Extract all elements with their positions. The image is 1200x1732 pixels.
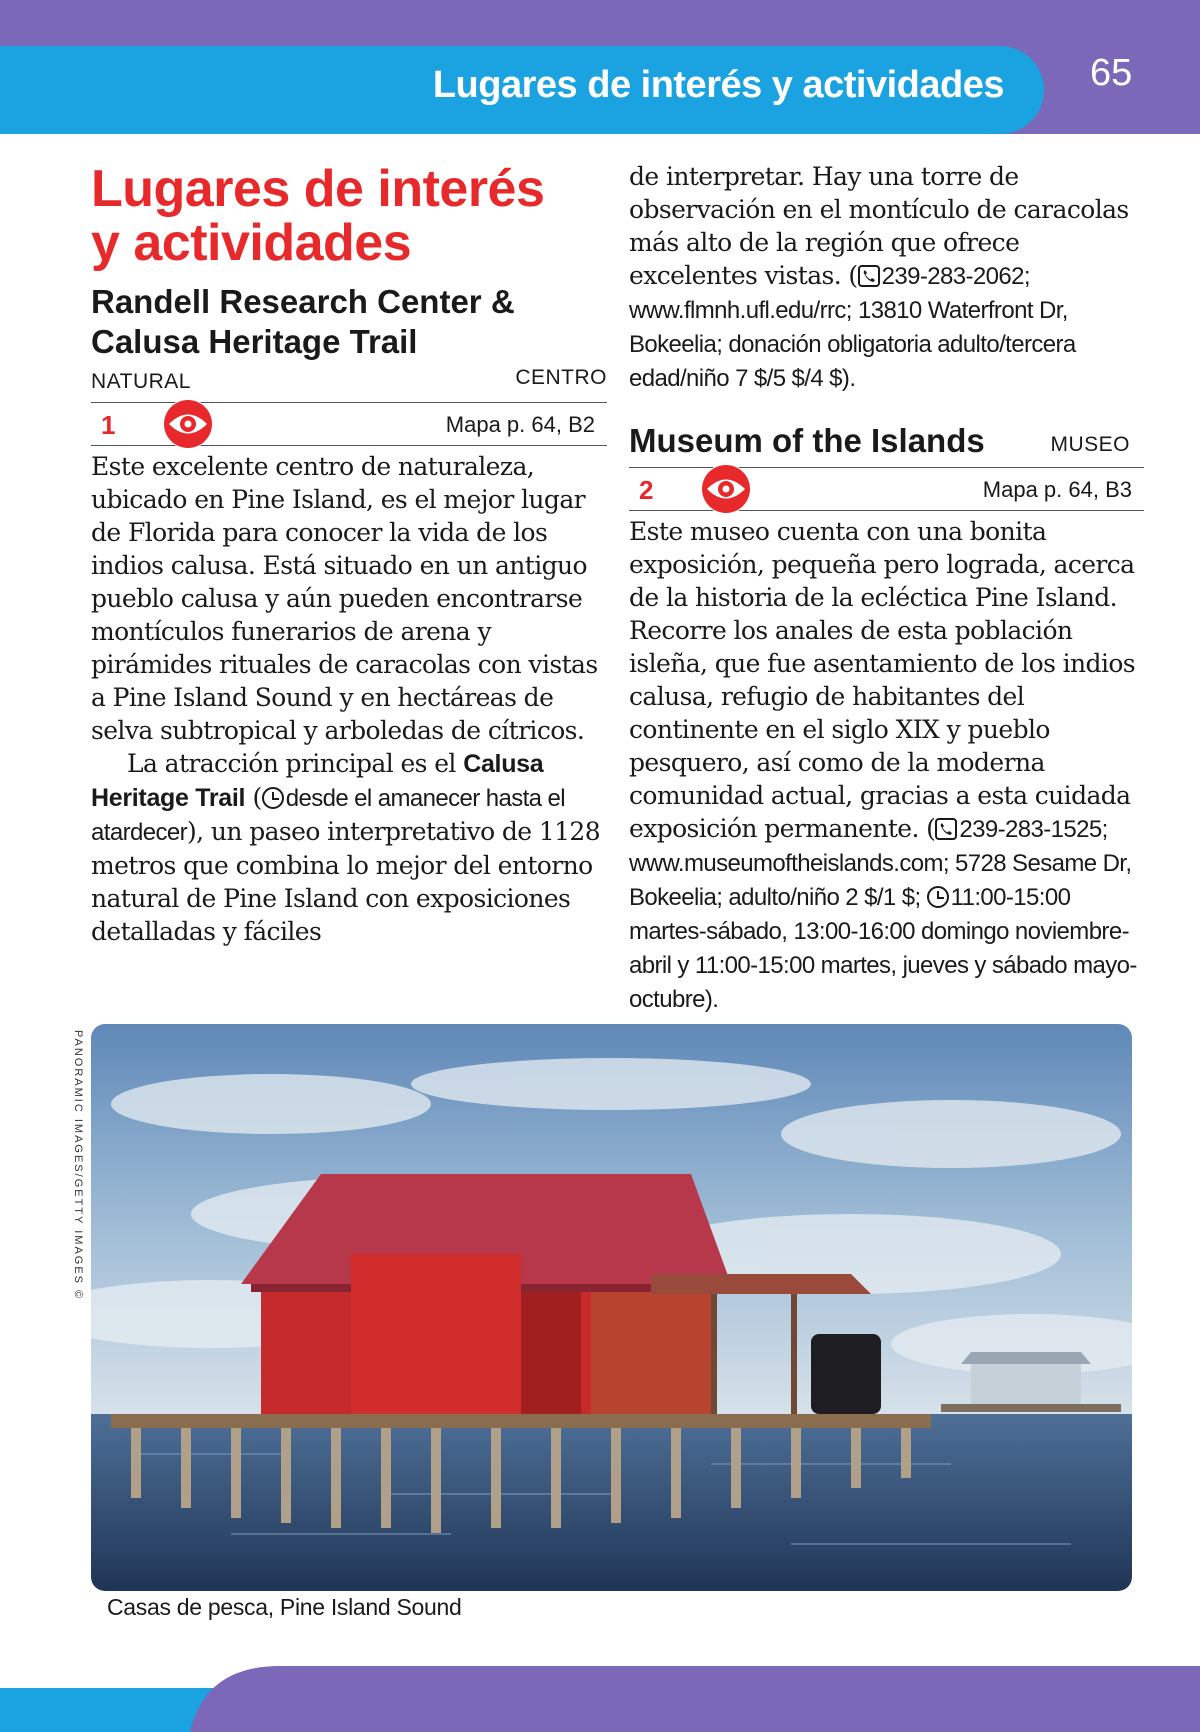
entry-1-para2-intro: La atracción principal es el	[127, 749, 456, 778]
entry-2-hours: 11:00-15:00 martes-sábado, 13:00-16:00 domingo noviembre-abril y 11:00-15:00 martes, jueves y sábado mayo-octubre).	[629, 884, 1137, 1013]
entry-1-mapbar	[91, 402, 607, 446]
photo-credit	[70, 1030, 92, 1301]
entry-1-number: 1	[101, 410, 116, 440]
phone-icon	[935, 818, 957, 840]
entry-1-trail-name: Calusa Heritage Trail	[91, 750, 544, 812]
photo-credit-text: PANORAMIC IMAGES/GETTY IMAGES ©	[72, 1030, 84, 1301]
entry-2-description: Este museo cuenta con una bonita exposición, pequeña pero lograda, acerca de la historia de la ecléctica Pine Island. Recorre los anales de esta población isleña, que fue asentamiento de los indios calusa, refugio de habitantes del continente en el siglo XIX y pueblo pesquero, así como de la moderna comunidad actual, gracias a esta cuidada exposición permanente. (	[629, 517, 1136, 843]
chapter-banner	[0, 46, 1044, 134]
entry-2-name: Museum of the Islands	[629, 422, 985, 459]
entry-1-cont-text: de interpretar. Hay una torre de observación en el montículo de caracolas más alto de la región que ofrece excelentes vistas. (	[629, 162, 1129, 290]
entry-2-number: 2	[639, 475, 654, 505]
entry-1-header	[91, 282, 607, 394]
eye-icon	[701, 464, 751, 514]
entry-1-name-line1: Randell Research Center &	[91, 283, 515, 320]
eye-icon	[163, 399, 213, 449]
entry-2-map-ref: Mapa p. 64, B3	[982, 477, 1132, 502]
page-number: 65	[1090, 52, 1133, 94]
footer-band	[0, 1666, 1200, 1732]
entry-1-name	[91, 282, 607, 362]
section-title-line2: y actividades	[91, 214, 412, 272]
photo-fishing-houses	[91, 1024, 1132, 1591]
left-column	[91, 162, 607, 948]
entry-1-para2-open: (	[245, 783, 262, 812]
entry-2-paragraph	[629, 515, 1144, 1016]
entry-1-name-line2: Calusa Heritage Trail	[91, 323, 418, 360]
section-title	[91, 162, 607, 270]
fishing-houses-illustration	[91, 1024, 1132, 1591]
entry-2-mapbar	[629, 467, 1144, 511]
phone-icon	[858, 265, 880, 287]
right-column	[629, 162, 1144, 1016]
entry-1-map-ref: Mapa p. 64, B2	[445, 412, 595, 437]
entry-1-continuation	[629, 160, 1144, 395]
entry-2-contact-info: 239-283-1525; www.museumoftheislands.com; 5728 Sesame Dr, Bokeelia; adulto/niño 2 $/1 $;	[629, 816, 1132, 911]
clock-icon	[262, 787, 284, 809]
clock-icon	[927, 886, 949, 908]
entry-1-contact-info: 239-283-2062; www.flmnh.ufl.edu/rrc; 13810 Waterfront Dr, Bokeelia; donación obligatoria adulto/tercera edad/niño 7 $/5 $/4 $).	[629, 263, 1076, 392]
section-title-line1: Lugares de interés	[91, 160, 545, 218]
banner-title: Lugares de interés y actividades	[432, 64, 1004, 106]
entry-1-hours: desde el amanecer hasta el atardecer	[91, 785, 565, 846]
photo-caption: Casas de pesca, Pine Island Sound	[107, 1594, 462, 1620]
entry-1-paragraph-1: Este excelente centro de naturaleza, ubicado en Pine Island, es el mejor lugar de Florida para conocer la vida de los indios calusa. Está situado en un antiguo pueblo calusa y aún pueden encontrarse montículos funerarios de arena y pirámides rituales de caracolas con vistas a Pine Island Sound y en hectáreas de selva subtropical y arboledas de cítricos.	[91, 452, 598, 745]
entry-1-para2-rest: ), un paseo interpretativo de 1128 metros que combina lo mejor del entorno natural de Pine Island con exposiciones detalladas y fáciles	[91, 817, 601, 946]
entry-1-paragraph-2	[91, 747, 607, 948]
entry-2-header	[629, 421, 1144, 461]
entry-2-category: MUSEO	[1050, 433, 1130, 456]
entry-1-category: CENTRO	[515, 366, 607, 389]
entry-1-category-cont: NATURAL	[91, 370, 191, 393]
